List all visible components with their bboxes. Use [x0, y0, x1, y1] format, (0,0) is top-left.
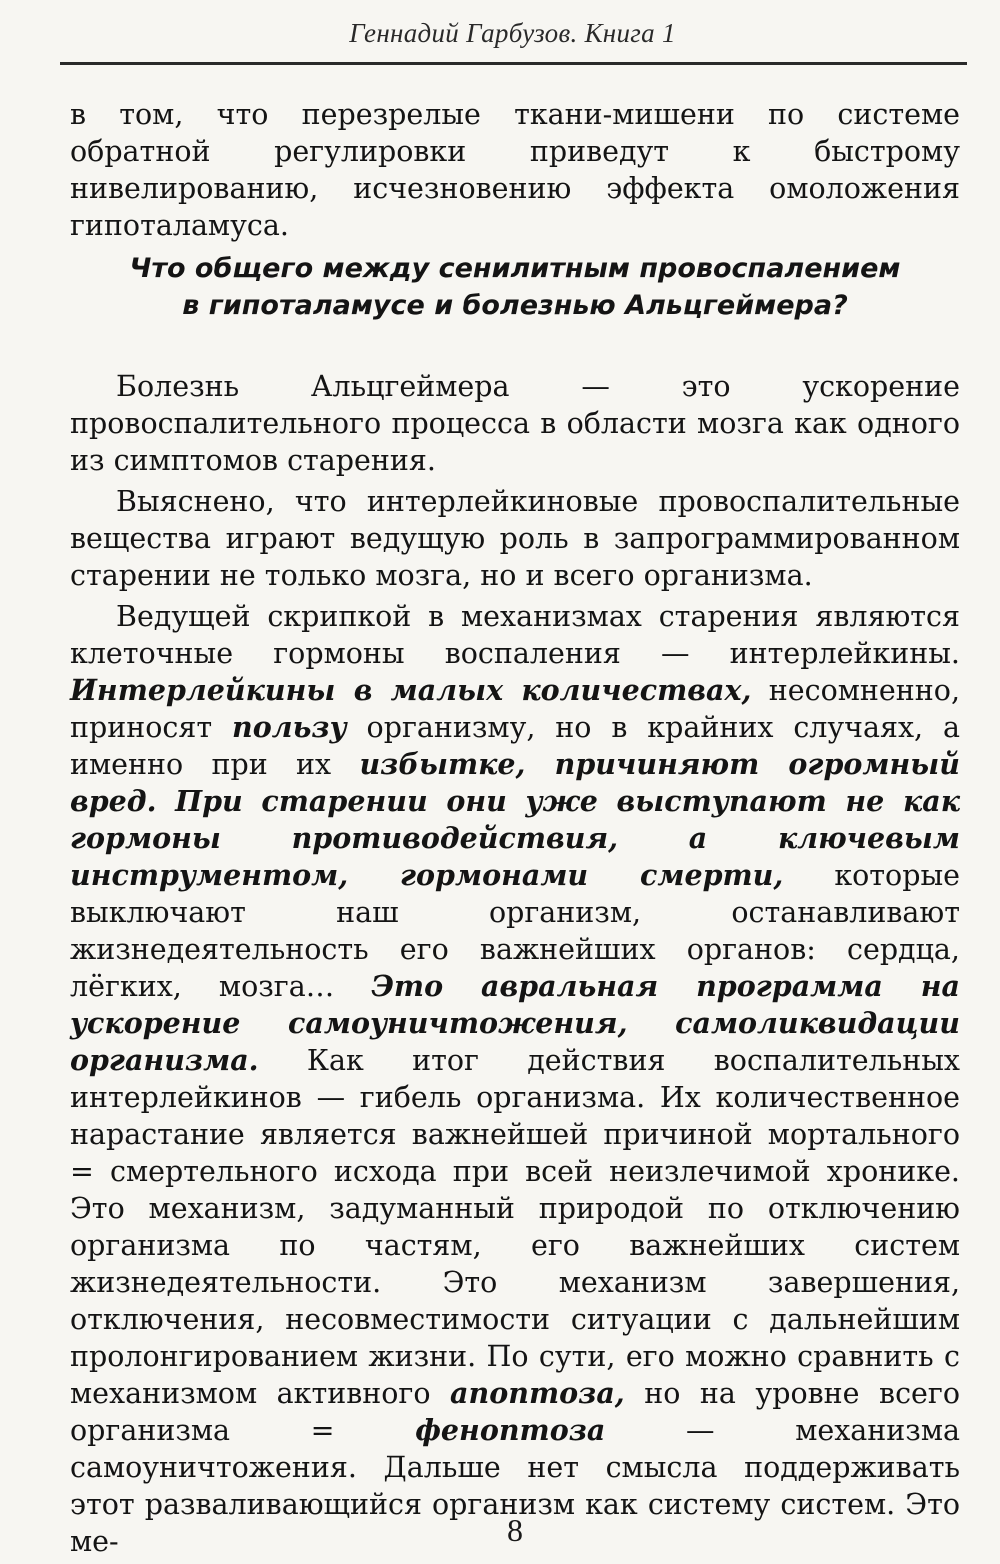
emphasis-run: Это авральная программа на ускорение самоуничтожения, самоликвидации организма.	[70, 969, 960, 1077]
emphasis-run: апоптоза,	[450, 1376, 625, 1410]
text-run: которые выключают наш организм, останавливают жизнедеятельность его важнейших органов: сердца, лёгких, мозга…	[70, 859, 961, 1003]
text-run: Ведущей скрипкой в механизмах старения являются клеточные гормоны воспаления — интерлейкины.	[70, 600, 960, 670]
section-heading-line-2: в гипоталамусе и болезнью Альцгеймера?	[182, 290, 848, 321]
section-heading	[70, 250, 960, 324]
emphasis-run: феноптоза	[415, 1413, 606, 1447]
emphasis-run: пользу	[232, 710, 347, 744]
intro-text-block	[70, 96, 960, 244]
text-run: Как итог действия воспалительных интерлейкинов — гибель организма. Их количественное нарастание является важнейшей причиной мортального = смертельного исхода при всей неизлечимой хронике. Это механизм, задуманный природой по отключению организма по частям, его важнейших систем жизнедеятельности. Это механизм завершения, отключения, несовместимости ситуации с дальнейшим пролонгированием жизни. По сути, его можно сравнить с механизмом активного	[70, 1044, 960, 1410]
emphasis-run: избытке, причиняют огромный вред. При старении они уже выступают не как гормоны противодействия, а ключевым инструментом, гормонами смерти,	[70, 747, 960, 892]
section-heading-line-1: Что общего между сенилитным провоспалением	[129, 253, 901, 284]
running-header: Геннадий Гарбузов. Книга 1	[349, 18, 676, 48]
header-rule	[60, 62, 967, 65]
emphasis-run: Интерлейкины в малых количествах,	[70, 673, 752, 707]
page-number: 8	[507, 1512, 523, 1548]
intro-paragraph: в том, что перезрелые ткани-мишени по системе обратной регулировки приведут к быстрому нивелированию, исчезновению эффекта омоложения гипоталамуса.	[70, 98, 960, 242]
paragraph-alzheimer: Болезнь Альцгеймера — это ускорение провоспалительного процесса в области мозга как одного из симптомов старения.	[70, 370, 960, 477]
paragraph-interleukins: Выяснено, что интерлейкиновые провоспалительные вещества играют ведущую роль в запрограммированном старении не только мозга, но и всего организма.	[70, 485, 960, 592]
text-run: — механизма самоуничтожения. Дальше нет смысла поддерживать этот разваливающийся организм как систему систем. Это ме-	[70, 1414, 960, 1558]
text-run: но на уровне всего организма =	[70, 1377, 961, 1447]
text-run: несомненно, приносят	[70, 674, 961, 744]
body-text-block	[70, 368, 960, 1560]
text-run: организму, но в крайних случаях, а именно при их	[70, 711, 960, 781]
paragraph-aging-mechanism	[70, 598, 960, 1560]
